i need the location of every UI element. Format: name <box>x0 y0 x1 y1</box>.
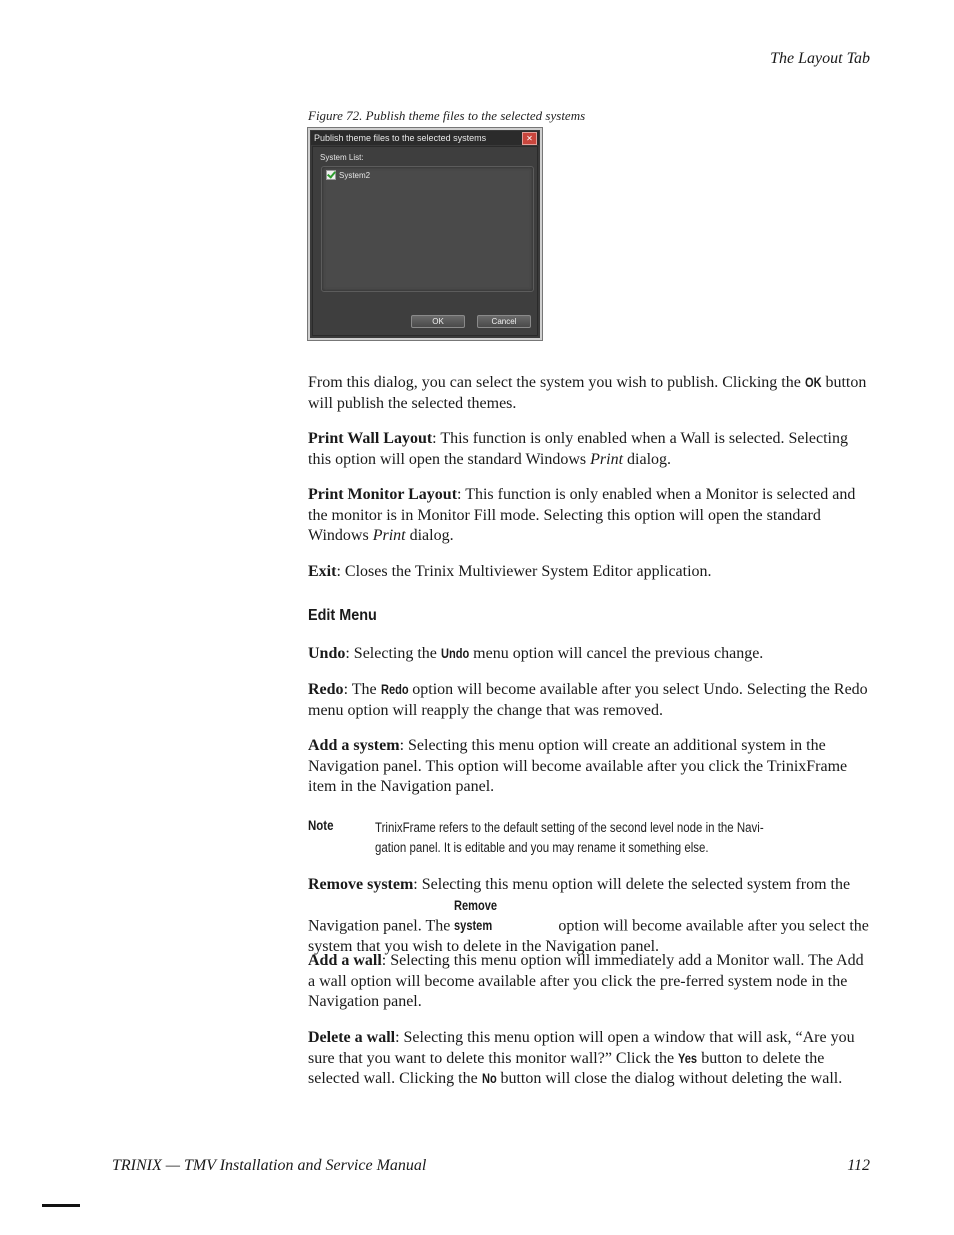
dialog-title-bar <box>311 131 539 145</box>
print-wall-text-1: : This function is only enabled when a Wall is selected. Selecting this option will open the standard Windows <box>308 430 848 468</box>
undo-term: Undo <box>308 645 346 662</box>
checkbox-checked-icon[interactable] <box>326 170 336 180</box>
system-item-label: System2 <box>339 170 371 180</box>
undo-text-1: : Selecting the <box>345 645 441 662</box>
yes-command: Yes <box>678 1050 698 1066</box>
delete-wall-text-3: button will close the dialog without deleting the wall. <box>496 1070 843 1087</box>
system-list-item[interactable] <box>326 170 370 180</box>
system-list[interactable] <box>321 166 534 292</box>
undo-paragraph <box>308 644 873 665</box>
no-command: No <box>481 1071 497 1086</box>
delete-wall-text-2: button to delete the selected wall. Clicking the <box>308 1049 825 1087</box>
note-line-2: gation panel. It is editable and you may rename it something else. <box>375 839 709 855</box>
cancel-button[interactable]: Cancel <box>477 315 531 328</box>
redo-command: Redo <box>380 682 409 697</box>
print-wall-em: Print <box>590 450 624 468</box>
print-wall-text-2: dialog. <box>623 450 672 468</box>
print-wall-paragraph <box>308 429 873 470</box>
ok-button[interactable]: OK <box>411 315 465 328</box>
exit-term: Exit <box>308 563 337 580</box>
delete-wall-text-1: : Selecting this menu option will open a window that will ask, “Are you sure that you want to delete this monitor wall?” Click the <box>308 1029 855 1067</box>
add-system-paragraph <box>308 736 873 798</box>
remove-system-text-1: : Selecting this menu option will delete the selected system from the Navigation panel. The <box>308 876 851 934</box>
remove-system-text-2: option will become available after you select the system that you wish to delete in the Navigation panel. <box>308 917 869 955</box>
exit-paragraph <box>308 562 873 583</box>
redo-text-1: : The <box>343 681 381 698</box>
dialog-title: Publish theme files to the selected systems <box>314 133 487 143</box>
remove-system-paragraph <box>308 875 873 957</box>
delete-wall-term: Delete a wall <box>308 1029 396 1046</box>
system-list-label: System List: <box>320 153 364 162</box>
running-header: The Layout Tab <box>770 50 870 67</box>
exit-text: : Closes the Trinix Multiviewer System Editor application. <box>336 563 712 580</box>
intro-text-2: button will publish the selected themes. <box>308 374 867 412</box>
print-wall-term: Print Wall Layout <box>308 430 433 447</box>
footer-title: TRINIX — TMV Installation and Service Manual <box>112 1157 427 1174</box>
add-wall-paragraph <box>308 951 873 1013</box>
note-text <box>375 818 851 857</box>
redo-term: Redo <box>308 681 344 698</box>
print-monitor-paragraph <box>308 485 873 547</box>
remove-system-term: Remove system <box>308 876 414 893</box>
intro-paragraph <box>308 373 873 414</box>
remove-system-command: Remove system <box>454 897 498 933</box>
print-monitor-em: Print <box>372 527 406 544</box>
add-system-text: : Selecting this menu option will create an additional system in the Navigation panel. This option will become available after you click the TrinixFrame item in the Navigation panel. <box>308 737 848 795</box>
delete-wall-paragraph <box>308 1028 873 1090</box>
page-number: 112 <box>847 1157 870 1174</box>
print-monitor-term: Print Monitor Layout <box>308 486 458 503</box>
dialog-body <box>312 146 538 336</box>
add-wall-term: Add a wall <box>308 952 382 969</box>
intro-text-1: From this dialog, you can select the system you wish to publish. Clicking the <box>308 374 805 391</box>
print-monitor-text-1: : This function is only enabled when a Monitor is selected and the monitor is in Monitor Fill mode. Selecting this option will open the standard Windows <box>308 486 856 544</box>
close-icon[interactable]: ✕ <box>522 132 537 145</box>
ok-command: OK <box>804 375 822 390</box>
note-label: Note <box>308 818 334 833</box>
edit-menu-heading: Edit Menu <box>308 607 377 624</box>
undo-text-2: menu option will cancel the previous change. <box>469 645 764 662</box>
redo-text-2: option will become available after you select Undo. Selecting the Redo menu option will reapply the change that was removed. <box>308 681 868 719</box>
publish-dialog <box>307 127 543 341</box>
footer-rule <box>42 1204 80 1207</box>
add-wall-text: : Selecting this menu option will immediately add a Monitor wall. The Add a wall option will become available after you click the pre-ferred system node in the Navigation panel. <box>308 952 864 1010</box>
note-line-1: TrinixFrame refers to the default setting of the second level node in the Navi- <box>375 820 764 835</box>
redo-paragraph <box>308 680 873 721</box>
figure-caption: Figure 72. Publish theme files to the selected systems <box>308 108 586 123</box>
print-monitor-text-2: dialog. <box>405 527 454 544</box>
undo-command: Undo <box>440 646 470 661</box>
add-system-term: Add a system <box>308 737 400 754</box>
